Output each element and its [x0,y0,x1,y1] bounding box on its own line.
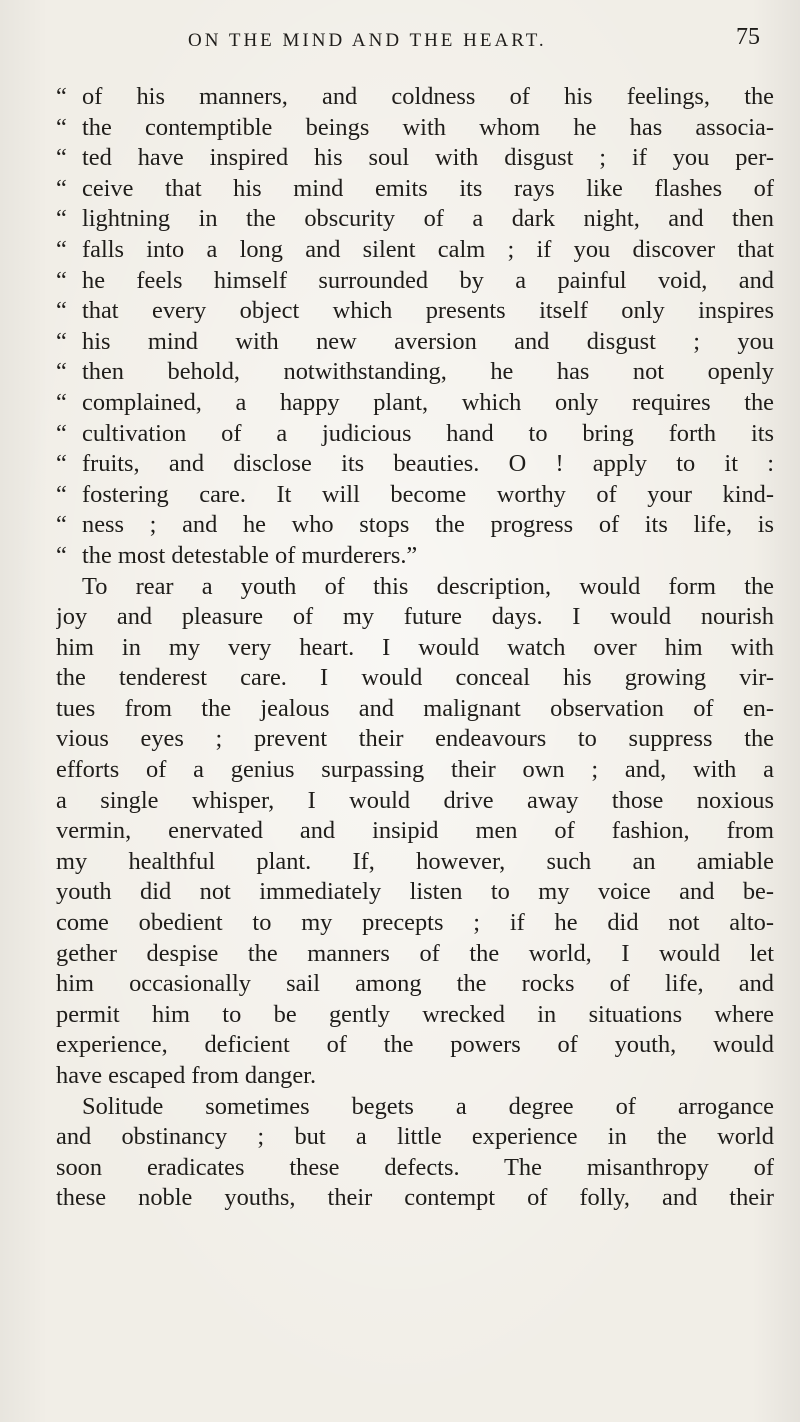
text-line [56,204,774,235]
text-line [56,541,774,572]
quote-mark: “ [56,511,67,539]
text-line [56,572,774,603]
text-line [56,602,774,633]
line-text: him occasionally sail among the rocks of life, and [56,970,774,998]
quote-mark: “ [56,450,67,478]
quote-mark: “ [56,113,67,141]
line-text: ted have inspired his soul with disgust ; if you per- [82,144,774,172]
line-text: To rear a youth of this description, would form the [82,572,774,600]
quote-mark: “ [56,388,67,416]
text-line [56,908,774,939]
quote-mark: “ [56,480,67,508]
text-line [56,877,774,908]
text-line [56,327,774,358]
line-text: the contemptible beings with whom he has associa- [82,113,774,141]
text-line [56,82,774,113]
quote-mark: “ [56,419,67,447]
line-text: him in my very heart. I would watch over him with [56,633,774,661]
text-line [56,1122,774,1153]
line-text: vermin, enervated and insipid men of fashion, from [56,817,774,845]
line-text: a single whisper, I would drive away those noxious [56,786,774,814]
line-text: fostering care. It will become worthy of your kind- [82,480,774,508]
quote-mark: “ [56,327,67,355]
text-line [56,1000,774,1031]
line-text: fruits, and disclose its beauties. O ! apply to it : [82,450,774,478]
line-text: soon eradicates these defects. The misanthropy of [56,1153,774,1181]
text-line [56,1030,774,1061]
text-line [56,633,774,664]
text-line [56,1061,774,1092]
text-line [56,1153,774,1184]
text-line [56,143,774,174]
line-text: and obstinancy ; but a little experience in the world [56,1123,774,1151]
quote-mark: “ [56,297,67,325]
quote-mark: “ [56,235,67,263]
line-text: the most detestable of murderers.” [82,541,418,569]
line-text: then behold, notwithstanding, he has not openly [82,358,774,386]
text-line [56,847,774,878]
text-line [56,755,774,786]
line-text: ceive that his mind emits its rays like flashes of [82,174,774,202]
line-text: vious eyes ; prevent their endeavours to suppress the [56,725,774,753]
text-line [56,816,774,847]
line-text: come obedient to my precepts ; if he did not alto- [56,909,774,937]
line-text: my healthful plant. If, however, such an amiable [56,847,774,875]
text-line [56,113,774,144]
quote-mark: “ [56,174,67,202]
page-number: 75 [736,24,760,50]
text-line [56,969,774,1000]
line-text: gether despise the manners of the world, I would let [56,939,774,967]
text-line [56,1183,774,1214]
text-line [56,419,774,450]
line-text: joy and pleasure of my future days. I would nourish [56,603,774,631]
text-line [56,724,774,755]
running-title: ON THE MIND AND THE HEART. [188,30,547,51]
text-line [56,174,774,205]
line-text: permit him to be gently wrecked in situations where [56,1000,774,1028]
line-text: he feels himself surrounded by a painful void, and [82,266,774,294]
quote-mark: “ [56,358,67,386]
text-line [56,357,774,388]
text-line [56,663,774,694]
line-text: have escaped from danger. [56,1062,317,1089]
line-text: the tenderest care. I would conceal his growing vir- [56,664,774,692]
quote-mark: “ [56,205,67,233]
text-line [56,235,774,266]
quote-mark: “ [56,266,67,294]
line-text: ness ; and he who stops the progress of its life, is [82,511,774,539]
text-line [56,449,774,480]
line-text: cultivation of a judicious hand to bring forth its [82,419,774,447]
line-text: experience, deficient of the powers of youth, would [56,1031,774,1059]
text-line [56,296,774,327]
line-text: that every object which presents itself only inspires [82,297,774,325]
text-line [56,266,774,297]
line-text: these noble youths, their contempt of folly, and their [56,1184,774,1212]
line-text: tues from the jealous and malignant observation of en- [56,694,774,722]
running-head [60,18,760,58]
text-line [56,939,774,970]
line-text: of his manners, and coldness of his feelings, the [82,83,774,110]
body-text [56,82,774,1214]
text-line [56,786,774,817]
line-text: complained, a happy plant, which only requires the [82,388,774,416]
quote-mark: “ [56,144,67,172]
line-text: youth did not immediately listen to my voice and be- [56,878,774,906]
text-line [56,388,774,419]
text-line [56,694,774,725]
line-text: efforts of a genius surpassing their own ; and, with a [56,756,774,784]
line-text: his mind with new aversion and disgust ; you [82,327,774,355]
line-text: Solitude sometimes begets a degree of arrogance [82,1092,774,1120]
line-text: lightning in the obscurity of a dark night, and then [82,205,774,233]
text-line [56,480,774,511]
quote-mark: “ [56,541,67,569]
line-text: falls into a long and silent calm ; if you discover that [82,235,774,263]
quote-mark: “ [56,83,67,110]
text-line [56,1092,774,1123]
text-line [56,510,774,541]
